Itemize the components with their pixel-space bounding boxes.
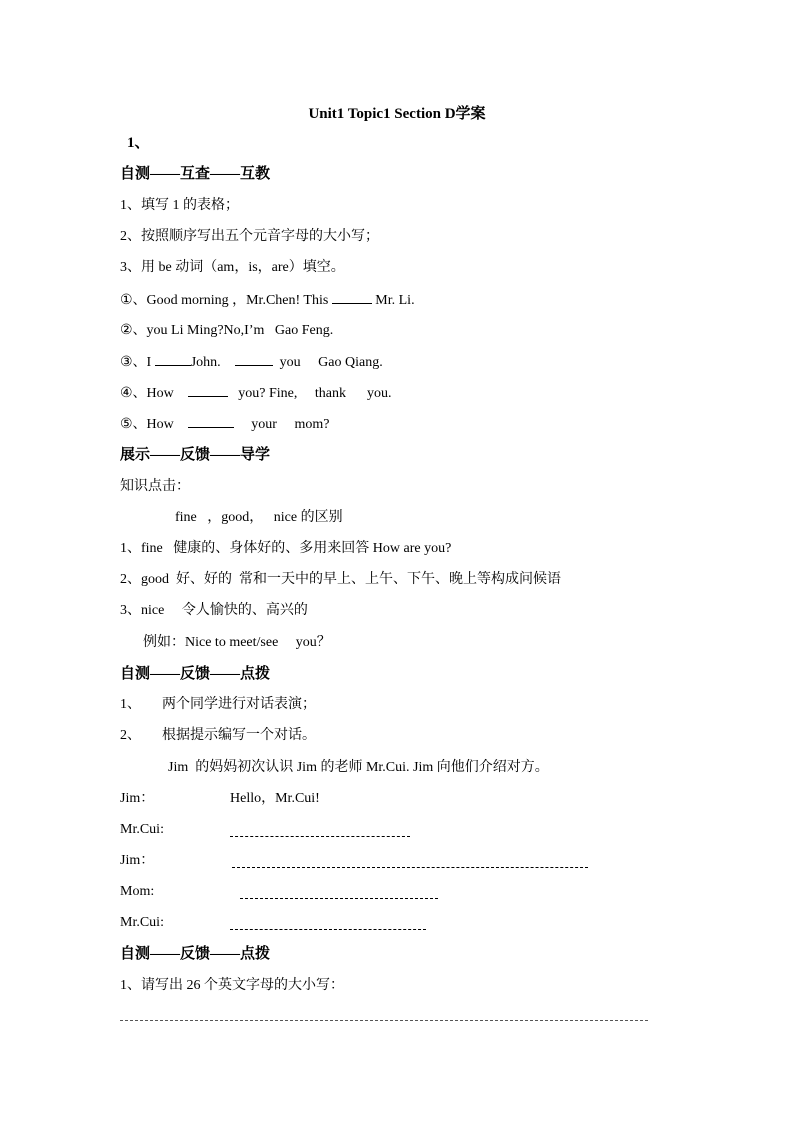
knowledge-label: 知识点击： [120, 479, 190, 494]
dialog-speaker: Jim： [120, 791, 155, 806]
section-heading-4: 自测——反馈——点拨 [120, 946, 271, 962]
dialog-speaker: Jim： [120, 853, 155, 868]
task-line: 2、 根据提示编写一个对话。 [120, 728, 316, 743]
item-number: 1、 [127, 135, 150, 151]
write-line[interactable] [230, 824, 410, 837]
exercise-5: ⑤、How your mom? [120, 417, 330, 432]
task-line: 1、 两个同学进行对话表演； [120, 697, 316, 712]
task-line: 1、填写 1 的表格； [120, 198, 239, 213]
section-heading-2: 展示——反馈——导学 [120, 447, 271, 463]
dialog-speaker: Mom: [120, 884, 155, 899]
exercise-1: ①、Good morning ，Mr.Chen! This Mr. Li. [120, 293, 415, 308]
task-line: 1、请写出 26 个英文字母的大小写： [120, 978, 344, 993]
section-heading-3: 自测——反馈——点拨 [120, 666, 271, 682]
task-line: 3、用 be 动词（am，is，are）填空。 [120, 260, 345, 275]
write-line[interactable] [240, 886, 438, 899]
dialog-speaker: Mr.Cui: [120, 822, 164, 837]
fill-blank[interactable] [235, 353, 273, 366]
page-title: Unit1 Topic1 Section D学案 [308, 106, 486, 122]
example-line: 例如：Nice to meet/see you？ [143, 635, 331, 650]
fill-blank[interactable] [188, 384, 228, 397]
exercise-4: ④、How you? Fine, thank you. [120, 386, 392, 401]
knowledge-line: 2、good 好、好的 常和一天中的早上、上午、下午、晚上等构成问候语 [120, 572, 561, 587]
dialog-text: Hello，Mr.Cui! [230, 791, 320, 806]
knowledge-topic: fine ，good， nice 的区别 [175, 510, 343, 525]
exercise-2: ②、you Li Ming?No,I’m Gao Feng. [120, 323, 334, 338]
task-line: 2、按照顺序写出五个元音字母的大小写； [120, 229, 379, 244]
fill-blank[interactable] [332, 291, 372, 304]
write-line[interactable] [232, 855, 400, 868]
fill-blank[interactable] [188, 415, 234, 428]
answer-line[interactable] [120, 1020, 648, 1021]
knowledge-line: 3、nice 令人愉快的、高兴的 [120, 603, 308, 618]
section-heading-1: 自测——互查——互教 [120, 166, 271, 182]
exercise-3: ③、I John. you Gao Qiang. [120, 355, 383, 370]
write-line[interactable] [230, 917, 426, 930]
write-line[interactable] [402, 855, 588, 868]
fill-blank[interactable] [155, 353, 191, 366]
knowledge-line: 1、fine 健康的、身体好的、多用来回答 How are you? [120, 541, 452, 556]
dialog-speaker: Mr.Cui: [120, 915, 164, 930]
dialog-intro: Jim 的妈妈初次认识 Jim 的老师 Mr.Cui. Jim 向他们介绍对方。 [168, 760, 549, 775]
